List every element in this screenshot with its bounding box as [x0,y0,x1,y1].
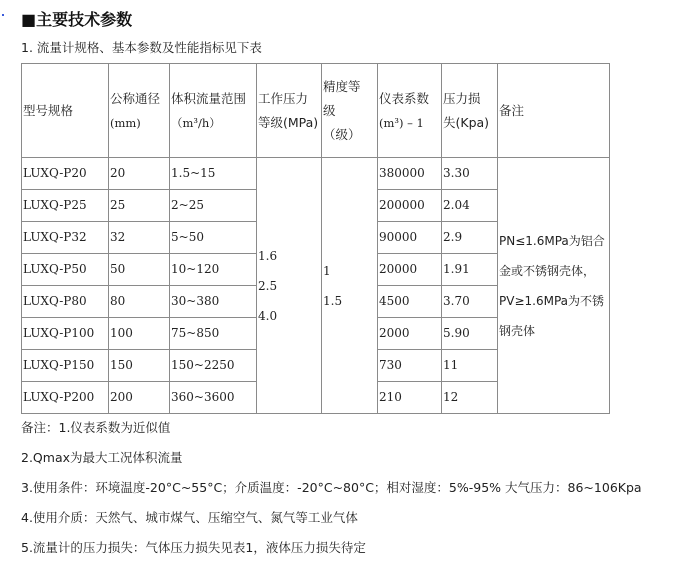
header-meter-factor: 仪表系数 (m³) – 1 [378,64,442,158]
cell-flow-range: 5~50 [170,222,257,254]
cell-diameter: 50 [109,254,170,286]
cell-model: LUXQ-P200 [22,382,109,414]
cell-flow-range: 30~380 [170,286,257,318]
cell-diameter: 150 [109,350,170,382]
cell-meter-factor: 210 [378,382,442,414]
cell-meter-factor: 90000 [378,222,442,254]
cell-model: LUXQ-P32 [22,222,109,254]
note-item: 2.Qmax为最大工况体积流量 [21,450,183,465]
cell-flow-range: 150~2250 [170,350,257,382]
cell-model: LUXQ-P25 [22,190,109,222]
cell-remark: PN≤1.6MPa为铝合金或不锈钢壳体，PV≥1.6MPa为不锈钢壳体 [498,158,610,414]
cell-accuracy-levels: 1 1.5 [322,158,378,414]
cell-flow-range: 360~3600 [170,382,257,414]
header-working-pressure: 工作压力 等级(MPa) [257,64,322,158]
cell-diameter: 80 [109,286,170,318]
cell-pressure-loss: 11 [442,350,498,382]
header-flow-range: 体积流量范围 （m³/h） [170,64,257,158]
cell-pressure-loss: 5.90 [442,318,498,350]
cell-flow-range: 75~850 [170,318,257,350]
note-item: 4.使用介质：天然气、城市煤气、压缩空气、氮气等工业气体 [21,510,358,525]
cell-pressure-loss: 2.04 [442,190,498,222]
table-intro: 1. 流量计规格、基本参数及性能指标见下表 [21,40,262,55]
cell-model: LUXQ-P20 [22,158,109,190]
note-item: 3.使用条件：环境温度-20°C~55°C；介质温度：-20°C~80°C；相对湿度：5%-95% 大气压力：86~106Kpa [21,480,642,495]
cell-model: LUXQ-P50 [22,254,109,286]
cell-flow-range: 2~25 [170,190,257,222]
cell-diameter: 20 [109,158,170,190]
cell-model: LUXQ-P80 [22,286,109,318]
cell-diameter: 200 [109,382,170,414]
header-accuracy: 精度等 级 （级） [322,64,378,158]
cell-pressure-loss: 2.9 [442,222,498,254]
header-model: 型号规格 [22,64,109,158]
cell-model: LUXQ-P100 [22,318,109,350]
table-row [22,158,610,190]
header-nominal-diameter: 公称通径 (mm) [109,64,170,158]
cell-diameter: 100 [109,318,170,350]
cell-flow-range: 1.5~15 [170,158,257,190]
cell-model: LUXQ-P150 [22,350,109,382]
cell-diameter: 32 [109,222,170,254]
header-remark: 备注 [498,64,610,158]
cell-flow-range: 10~120 [170,254,257,286]
table-header-row [22,64,610,158]
note-item: 备注：1.仪表系数为近似值 [21,420,171,435]
cell-pressure-loss: 3.70 [442,286,498,318]
cell-pressure-loss: 1.91 [442,254,498,286]
cell-diameter: 25 [109,190,170,222]
spec-table [21,63,610,414]
cell-meter-factor: 2000 [378,318,442,350]
cell-pressure-loss: 12 [442,382,498,414]
header-pressure-loss: 压力损 失(Kpa) [442,64,498,158]
cell-pressure-loss: 3.30 [442,158,498,190]
heading-marker [2,14,4,16]
cell-meter-factor: 4500 [378,286,442,318]
cell-meter-factor: 730 [378,350,442,382]
cell-meter-factor: 380000 [378,158,442,190]
cell-meter-factor: 200000 [378,190,442,222]
notes-list [21,418,642,568]
section-heading: ■主要技术参数 [21,10,133,29]
cell-meter-factor: 20000 [378,254,442,286]
cell-pressure-levels: 1.6 2.5 4.0 [257,158,322,414]
note-item: 5.流量计的压力损失：气体压力损失见表1，液体压力损失待定 [21,540,366,555]
